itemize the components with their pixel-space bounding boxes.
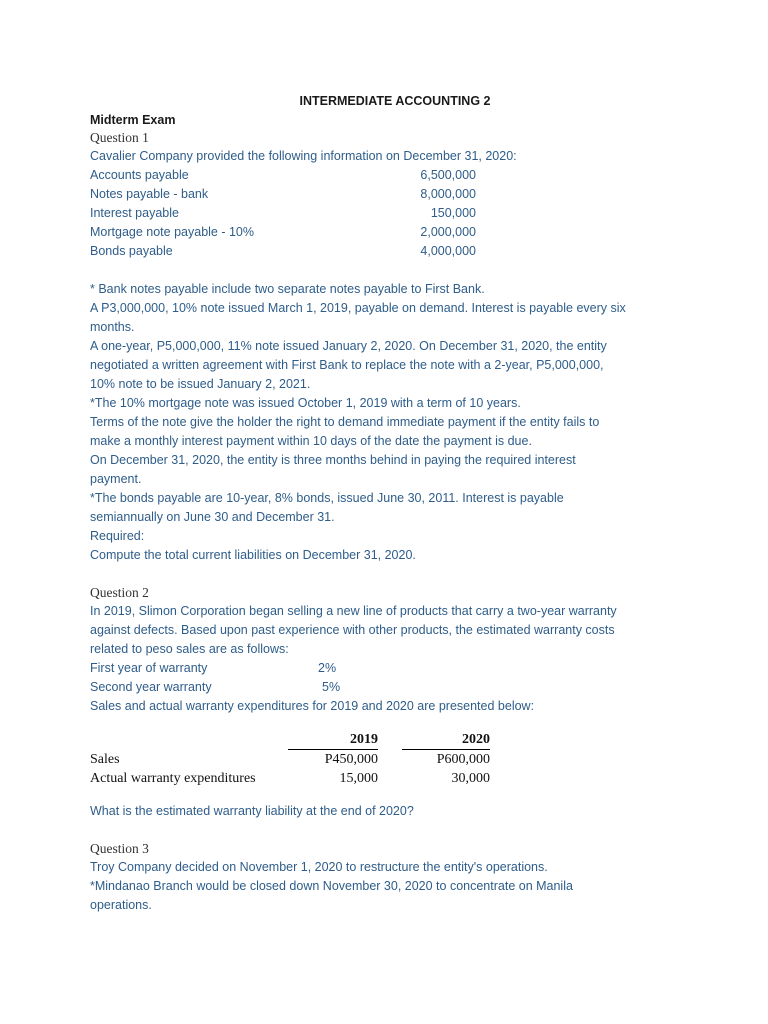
paragraph-line: payment. (90, 472, 142, 486)
warranty-rate: 2% (318, 661, 337, 675)
exam-page (90, 92, 690, 915)
item-label: Notes payable - bank (90, 187, 209, 201)
paragraph-line: *The 10% mortgage note was issued October 1, 2019 with a term of 10 years. (90, 396, 521, 410)
cell-2019: 15,000 (339, 771, 378, 786)
paragraph-line: months. (90, 320, 135, 334)
question-1-body (90, 280, 690, 565)
table-row (90, 769, 490, 788)
paragraph-line: 10% note to be issued January 2, 2021. (90, 377, 311, 391)
question-1-label: Question 1 (90, 130, 149, 145)
paragraph-line: semiannually on June 30 and December 31. (90, 510, 335, 524)
warranty-rate: 5% (322, 680, 341, 694)
column-header-2020: 2020 (402, 730, 490, 750)
paragraph-line: A one-year, P5,000,000, 11% note issued January 2, 2020. On December 31, 2020, the entity (90, 339, 607, 353)
item-label: Mortgage note payable - 10% (90, 225, 254, 239)
paragraph-line: *The bonds payable are 10-year, 8% bonds, issued June 30, 2011. Interest is payable (90, 491, 564, 505)
warranty-label: Second year warranty (90, 680, 212, 694)
paragraph-line: *Mindanao Branch would be closed down November 30, 2020 to concentrate on Manila (90, 879, 573, 893)
cell-2019: P450,000 (324, 752, 378, 767)
paragraph-line: A P3,000,000, 10% note issued March 1, 2019, payable on demand. Interest is payable every six (90, 301, 626, 315)
question-1-intro: Cavalier Company provided the following information on December 31, 2020: (90, 149, 517, 163)
column-header-2019: 2019 (288, 730, 378, 750)
paragraph-line: make a monthly interest payment within 10 days of the date the payment is due. (90, 434, 532, 448)
item-label: Accounts payable (90, 168, 189, 182)
list-item (90, 166, 690, 185)
liabilities-list (90, 166, 690, 261)
warranty-label: First year of warranty (90, 661, 208, 675)
item-label: Bonds payable (90, 244, 173, 258)
item-label: Interest payable (90, 206, 179, 220)
item-value: 150,000 (430, 206, 476, 220)
list-item (90, 204, 690, 223)
item-value: 8,000,000 (420, 187, 476, 201)
paragraph-line: * Bank notes payable include two separate notes payable to First Bank. (90, 282, 485, 296)
paragraph-line: operations. (90, 898, 152, 912)
cell-2020: P600,000 (436, 752, 490, 767)
question-2-body (90, 602, 690, 659)
paragraph-line: against defects. Based upon past experience with other products, the estimated warranty costs (90, 623, 615, 637)
list-item (90, 678, 690, 697)
question-2-prompt: What is the estimated warranty liability at the end of 2020? (90, 804, 414, 818)
question-2-label: Question 2 (90, 585, 149, 600)
list-item (90, 185, 690, 204)
paragraph-line: Compute the total current liabilities on December 31, 2020. (90, 548, 416, 562)
cell-2020: 30,000 (451, 771, 490, 786)
list-item (90, 242, 690, 261)
table-header-row (90, 730, 490, 750)
table-intro: Sales and actual warranty expenditures for 2019 and 2020 are presented below: (90, 699, 535, 713)
paragraph-line: In 2019, Slimon Corporation began selling a new line of products that carry a two-year warranty (90, 604, 617, 618)
item-value: 6,500,000 (420, 168, 476, 182)
row-label: Actual warranty expenditures (90, 771, 256, 786)
table-row (90, 750, 490, 770)
paragraph-line: Required: (90, 529, 145, 543)
question-3-body (90, 858, 690, 915)
list-item (90, 223, 690, 242)
document-title: INTERMEDIATE ACCOUNTING 2 (299, 94, 491, 108)
paragraph-line: Terms of the note give the holder the right to demand immediate payment if the entity fails to (90, 415, 600, 429)
warranty-rates (90, 659, 690, 697)
exam-label: Midterm Exam (90, 113, 176, 127)
item-value: 4,000,000 (420, 244, 476, 258)
paragraph-line: related to peso sales are as follows: (90, 642, 289, 656)
paragraph-line: On December 31, 2020, the entity is three months behind in paying the required interest (90, 453, 576, 467)
question-3-label: Question 3 (90, 841, 149, 856)
paragraph-line: Troy Company decided on November 1, 2020 to restructure the entity's operations. (90, 860, 548, 874)
sales-table (90, 730, 490, 788)
item-value: 2,000,000 (420, 225, 476, 239)
paragraph-line: negotiated a written agreement with First Bank to replace the note with a 2-year, P5,000,000, (90, 358, 604, 372)
row-label: Sales (90, 751, 120, 767)
list-item (90, 659, 690, 678)
